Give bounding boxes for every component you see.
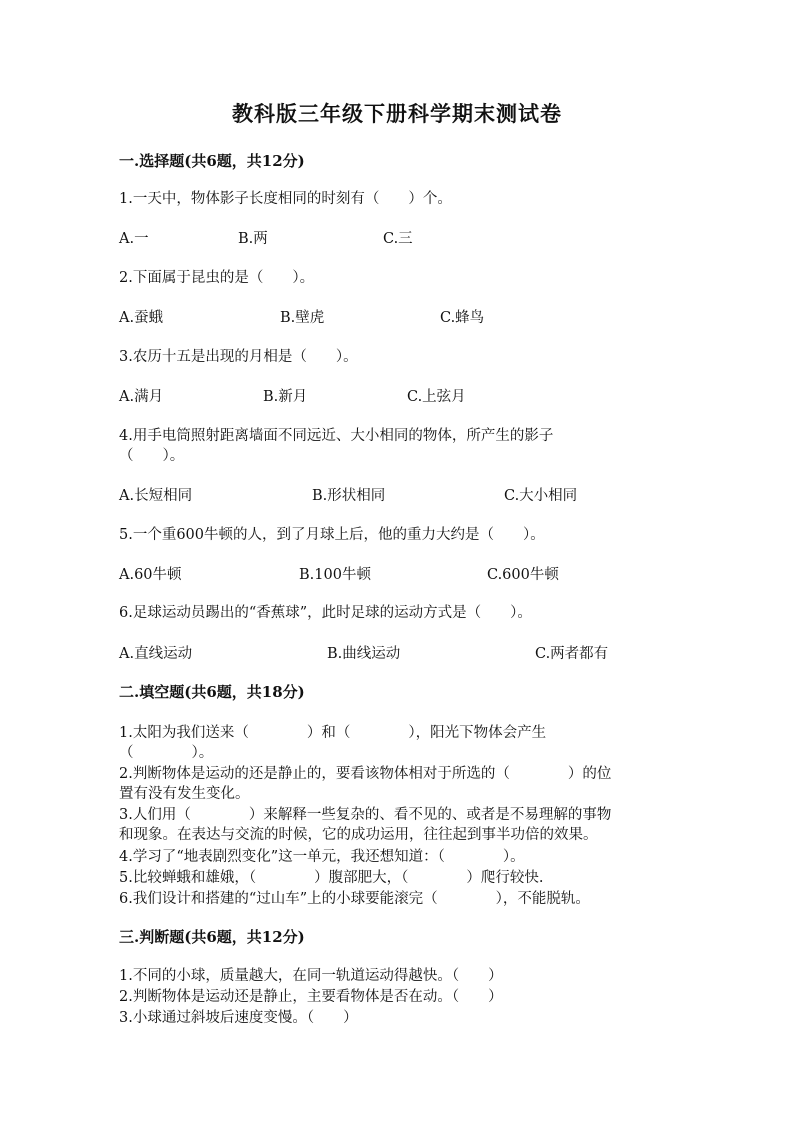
q1-option-a: A.一 xyxy=(119,231,149,247)
question-5: 5.一个重600牛顿的人，到了月球上后，他的重力大约是（ ）。 xyxy=(119,527,545,543)
judge-line: 3.小球通过斜坡后速度变慢。（ ） xyxy=(119,1010,358,1026)
fill-line: 5.比较蝉蛾和雄娥，（ ）腹部肥大，（ ）爬行较快. xyxy=(119,870,544,886)
fill-line: （ ）。 xyxy=(119,745,214,761)
question-2: 2.下面属于昆虫的是（ ）。 xyxy=(119,270,315,286)
q2-option-c: C.蜂鸟 xyxy=(440,310,485,326)
q4-option-a: A.长短相同 xyxy=(119,488,193,504)
fill-line: 3.人们用（ ）来解释一些复杂的、看不见的、或者是不易理解的事物 xyxy=(119,807,612,823)
q3-option-c: C.上弦月 xyxy=(407,389,466,405)
q3-option-b: B.新月 xyxy=(263,389,308,405)
question-1: 1.一天中，物体影子长度相同的时刻有（ ）个。 xyxy=(119,191,452,207)
q1-option-b: B.两 xyxy=(238,231,268,247)
fill-line: 1.太阳为我们送来（ ）和（ ），阳光下物体会产生 xyxy=(119,725,547,741)
fill-line: 6.我们设计和搭建的“过山车”上的小球要能滚完（ ），不能脱轨。 xyxy=(119,891,590,907)
q3-option-a: A.满月 xyxy=(119,389,164,405)
q6-option-a: A.直线运动 xyxy=(119,646,193,662)
q2-option-a: A.蚕蛾 xyxy=(119,310,164,326)
judge-line: 2.判断物体是运动还是静止，主要看物体是否在动。（ ） xyxy=(119,989,503,1005)
section-heading-choice: 一.选择题(共6题，共12分) xyxy=(119,152,305,170)
question-4-cont: （ ）。 xyxy=(119,448,185,464)
q1-option-c: C.三 xyxy=(383,231,413,247)
fill-line: 4.学习了“地表剧烈变化”这一单元，我还想知道：（ ）。 xyxy=(119,849,525,865)
q5-option-a: A.60牛顿 xyxy=(119,567,182,583)
section-heading-fill: 二.填空题(共6题，共18分) xyxy=(119,683,305,701)
q4-option-b: B.形状相同 xyxy=(312,488,386,504)
judge-line: 1.不同的小球，质量越大，在同一轨道运动得越快。（ ） xyxy=(119,968,503,984)
q5-option-b: B.100牛顿 xyxy=(299,567,371,583)
q6-option-b: B.曲线运动 xyxy=(327,646,401,662)
q6-option-c: C.两者都有 xyxy=(535,646,609,662)
fill-line: 置有没有发生变化。 xyxy=(119,786,250,802)
fill-line: 和现象。在表达与交流的时候，它的成功运用，往往起到事半功倍的效果。 xyxy=(119,827,598,843)
q4-option-c: C.大小相同 xyxy=(504,488,578,504)
q2-option-b: B.壁虎 xyxy=(280,310,325,326)
question-6: 6.足球运动员踢出的“香蕉球”，此时足球的运动方式是（ ）。 xyxy=(119,605,532,621)
q5-option-c: C.600牛顿 xyxy=(487,567,559,583)
section-heading-judge: 三.判断题(共6题，共12分) xyxy=(119,928,305,946)
page-title: 教科版三年级下册科学期末测试卷 xyxy=(232,101,562,126)
question-3: 3.农历十五是出现的月相是（ ）。 xyxy=(119,349,358,365)
fill-line: 2.判断物体是运动的还是静止的，要看该物体相对于所选的（ ）的位 xyxy=(119,766,612,782)
question-4: 4.用手电筒照射距离墙面不同远近、大小相同的物体，所产生的影子 xyxy=(119,428,554,444)
